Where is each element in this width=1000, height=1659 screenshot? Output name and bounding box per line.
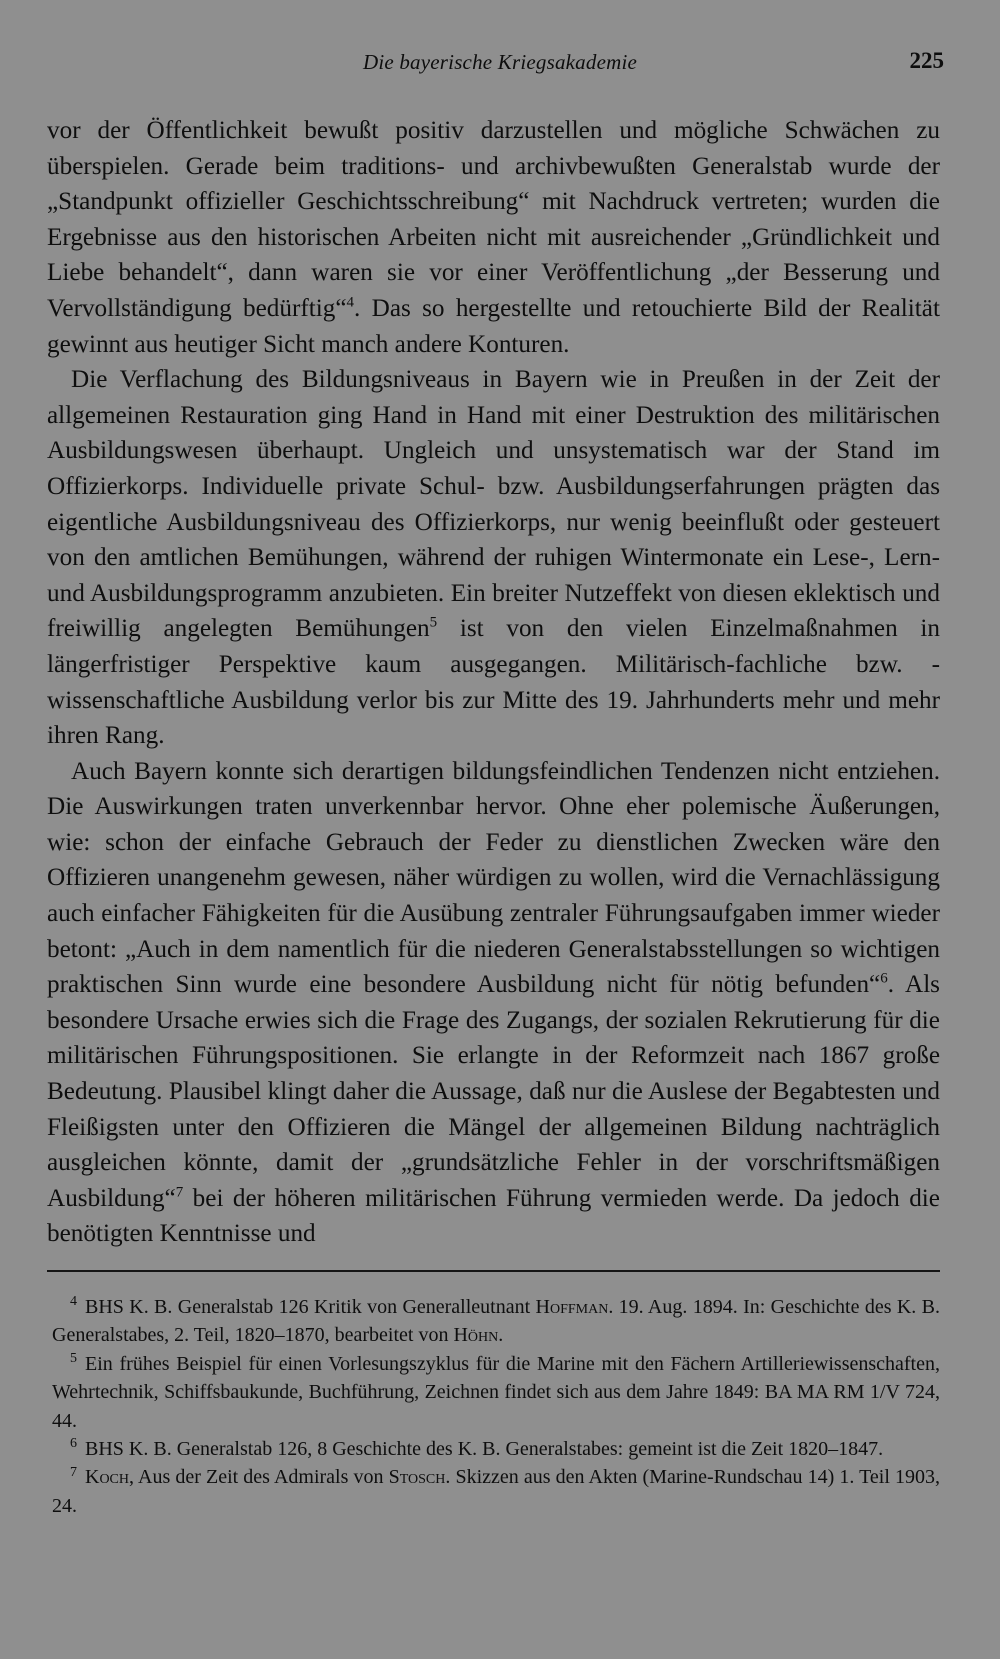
- footnote-text: . Skizzen aus den Akten (Marine-Rundschau 14) 1. Teil 1903, 24.: [52, 1466, 941, 1517]
- body-text: [47, 113, 940, 1252]
- footnote-ref-6: 6: [880, 970, 888, 987]
- paragraph-text: ist von den vielen Einzelmaßnahmen in längerfristiger Perspektive kaum ausgegangen. Militärisch-fachliche bzw. -wissenschaftliche Ausbildung verlor bis zur Mitte des 19. Jahrhunderts mehr und mehr ihren Rang.: [47, 615, 940, 750]
- paragraph-text: Die Verflachung des Bildungsniveaus in Bayern wie in Preußen in der Zeit der allgemeinen Restauration ging Hand in Hand mit einer Destruktion des militärischen Ausbildungswesen überhaupt. Ungleich und unsystematisch war der Stand im Offizierkorps. Individuelle private Schul- bzw. Ausbildungserfahrungen prägten das eigentliche Ausbildungsniveau des Offizierkorps, nur wenig beeinflußt oder gesteuert von den amtlichen Bemühungen, während der ruhigen Wintermonate ein Lese-, Lern- und Ausbildungsprogramm anzubieten. Ein breiter Nutzeffekt von diesen eklektisch und freiwillig angelegten Bemühungen: [47, 366, 940, 643]
- footnotes: [52, 1293, 940, 1520]
- footnote-text: . 19. Aug. 1894. In: Geschichte des K. B. Generalstabes, 2. Teil, 1820–1870, bearbeitet von: [52, 1296, 940, 1347]
- footnote-number: 4: [70, 1294, 77, 1310]
- footnote-text: Ein frühes Beispiel für einen Vorlesungszyklus für die Marine mit den Fächern Artilleriewissenschaften, Wehrtechnik, Schiffsbaukunde, Buchführung, Zeichnen findet sich aus dem Jahre 1849: BA MA RM 1/V 724, 44.: [52, 1352, 940, 1432]
- footnote-7: [52, 1463, 940, 1520]
- footnote-text: .: [498, 1324, 504, 1347]
- running-header: [0, 48, 1000, 82]
- page-number: 225: [909, 48, 944, 73]
- footnote-6: [52, 1435, 940, 1463]
- paragraph-text: . Als besondere Ursache erwies sich die Frage des Zugangs, der sozialen Rekrutierung für die militärischen Führungspositionen. Sie erlangte in der Reformzeit nach 1867 große Bedeutung. Plausibel klingt daher die Aussage, daß nur die Auslese der Begabtesten und Fleißigsten unter den Offizieren die Mängel der allgemeinen Bildung nachträglich ausgleichen könnte, damit der „grundsätzliche Fehler in der vorschriftsmäßigen Ausbildung“: [47, 971, 940, 1212]
- paragraph-3: [47, 754, 940, 1252]
- author-name: Koch: [85, 1466, 130, 1489]
- footnote-text: BHS K. B. Generalstab 126, 8 Geschichte des K. B. Generalstabes: gemeint ist die Zeit 1820–1847.: [85, 1438, 884, 1461]
- footnote-text: BHS K. B. Generalstab 126 Kritik von Generalleutnant: [85, 1296, 536, 1318]
- paragraph-2: [47, 362, 940, 754]
- footnote-separator: [47, 1270, 940, 1272]
- footnote-number: 6: [70, 1436, 77, 1452]
- footnote-number: 5: [70, 1351, 77, 1367]
- footnote-ref-5: 5: [429, 614, 438, 631]
- paragraph-text: Auch Bayern konnte sich derartigen bildungsfeindlichen Tendenzen nicht entziehen. Die Auswirkungen traten unverkennbar hervor. Ohne eher polemische Äußerungen, wie: schon der einfache Gebrauch der Feder zu dienstlichen Zwecken wäre den Offizieren unangenehm gewesen, näher würdigen zu wollen, wird die Vernachlässigung auch einfacher Fähigkeiten für die Ausübung zentraler Führungsaufgaben immer wieder betont: „Auch in dem namentlich für die niederen Generalstabsstellungen so wichtigen praktischen Sinn wurde eine besondere Ausbildung nicht für nötig befunden“: [47, 757, 940, 999]
- author-name: Stosch: [388, 1466, 446, 1489]
- paragraph-text: . Das so hergestellte und retouchierte Bild der Realität gewinnt aus heutiger Sicht manch andere Konturen.: [47, 294, 940, 358]
- footnote-ref-7: 7: [175, 1184, 184, 1201]
- paragraph-1: [47, 113, 940, 362]
- footnote-5: [52, 1350, 940, 1435]
- running-title: Die bayerische Kriegsakademie: [362, 50, 638, 74]
- footnote-number: 7: [70, 1464, 77, 1480]
- footnote-4: [52, 1293, 940, 1350]
- author-name: Hoffman: [535, 1296, 609, 1318]
- paragraph-text: vor der Öffentlichkeit bewußt positiv darzustellen und mögliche Schwächen zu überspielen. Gerade beim traditions- und archivbewußten Generalstab wurde der „Standpunkt offizieller Geschichtsschreibung“ mit Nachdruck vertreten; wurden die Ergebnisse aus den historischen Arbeiten nicht mit ausreichender „Gründlichkeit und Liebe behandelt“, dann waren sie vor einer Veröffentlichung „der Besserung und Vervollständigung bedürftig“: [47, 117, 940, 322]
- footnote-text: , Aus der Zeit des Admirals von: [129, 1466, 389, 1489]
- footnote-ref-4: 4: [346, 294, 355, 311]
- paragraph-text: bei der höheren militärischen Führung vermieden werde. Da jedoch die benötigten Kenntnisse und: [47, 1184, 940, 1248]
- author-name: Höhn: [453, 1324, 499, 1347]
